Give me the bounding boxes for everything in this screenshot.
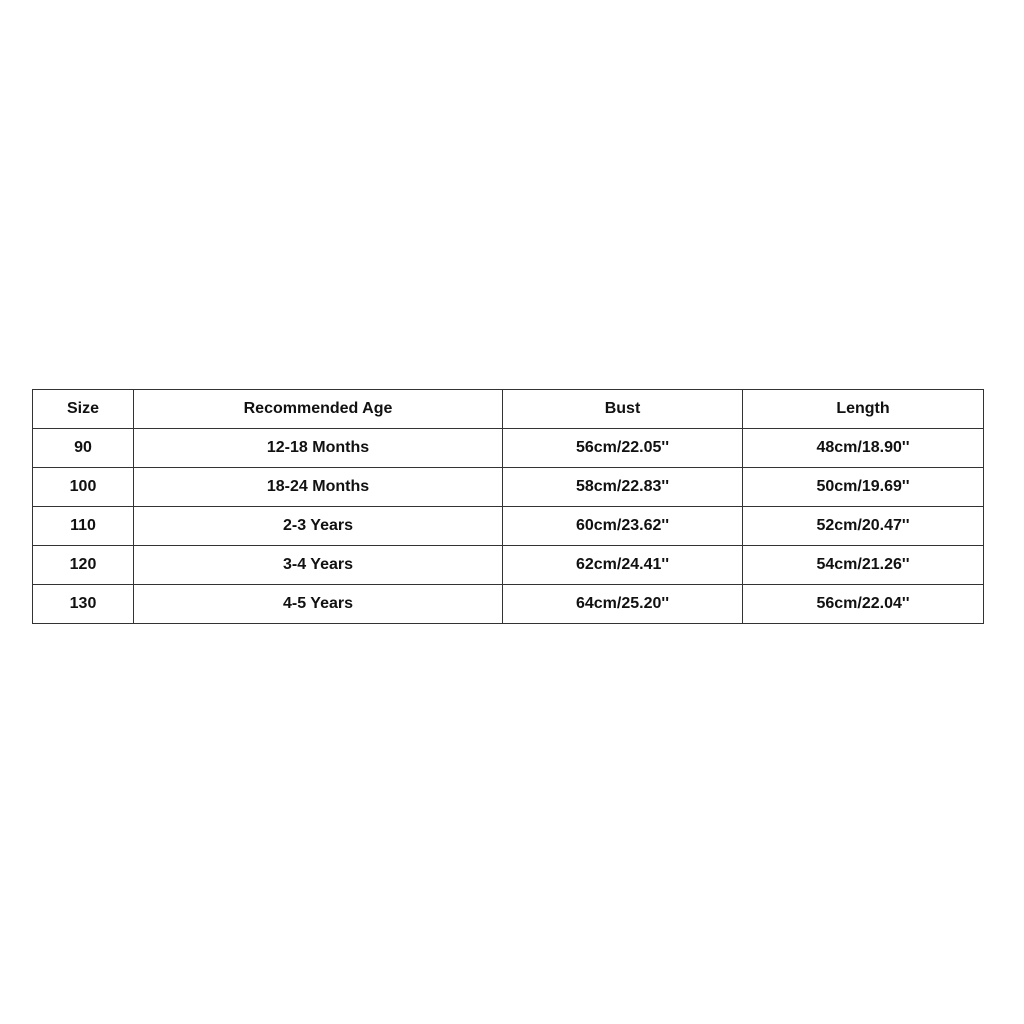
- cell-length: 48cm/18.90'': [743, 429, 984, 468]
- cell-size: 120: [33, 546, 134, 585]
- cell-length: 52cm/20.47'': [743, 507, 984, 546]
- cell-bust: 56cm/22.05'': [503, 429, 743, 468]
- table-row: [33, 507, 984, 546]
- cell-recommended-age: 4-5 Years: [134, 585, 503, 624]
- cell-recommended-age: 12-18 Months: [134, 429, 503, 468]
- cell-size: 90: [33, 429, 134, 468]
- table-row: [33, 585, 984, 624]
- cell-size: 110: [33, 507, 134, 546]
- cell-bust: 60cm/23.62'': [503, 507, 743, 546]
- cell-recommended-age: 18-24 Months: [134, 468, 503, 507]
- cell-length: 54cm/21.26'': [743, 546, 984, 585]
- table-row: [33, 429, 984, 468]
- cell-size: 130: [33, 585, 134, 624]
- cell-length: 50cm/19.69'': [743, 468, 984, 507]
- table-row: [33, 546, 984, 585]
- table-header-row: [33, 390, 984, 429]
- header-length: Length: [743, 390, 984, 429]
- cell-bust: 62cm/24.41'': [503, 546, 743, 585]
- cell-recommended-age: 3-4 Years: [134, 546, 503, 585]
- cell-bust: 64cm/25.20'': [503, 585, 743, 624]
- cell-length: 56cm/22.04'': [743, 585, 984, 624]
- header-bust: Bust: [503, 390, 743, 429]
- cell-recommended-age: 2-3 Years: [134, 507, 503, 546]
- table-row: [33, 468, 984, 507]
- cell-bust: 58cm/22.83'': [503, 468, 743, 507]
- cell-size: 100: [33, 468, 134, 507]
- size-chart-table: [32, 389, 984, 624]
- header-recommended-age: Recommended Age: [134, 390, 503, 429]
- header-size: Size: [33, 390, 134, 429]
